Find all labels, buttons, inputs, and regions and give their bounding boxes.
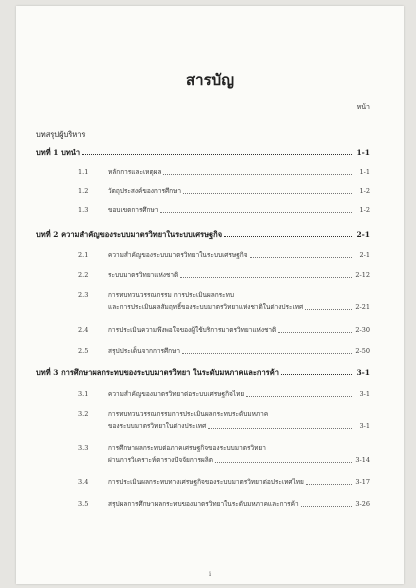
toc-entry-page: 2-1 <box>356 230 370 239</box>
section-number: 3.5 <box>78 500 89 508</box>
toc-entry-chapter-3[interactable] <box>16 368 404 377</box>
toc-entry-label: การประเมินผลกระทบทางเศรษฐกิจของระบบมาตรวิทยาต่อประเทศไทย <box>108 478 304 486</box>
dot-leader <box>163 173 352 175</box>
toc-entry-label: การทบทวนวรรณกรรม การประเมินผลกระทบ <box>108 291 235 299</box>
toc-entry-page: 2-50 <box>355 347 370 355</box>
toc-entry-page: 1-2 <box>359 187 370 195</box>
page-column-header: หน้า <box>356 103 370 111</box>
section-number: 1.2 <box>78 187 89 195</box>
dot-leader <box>224 235 352 237</box>
toc-entry-section-1-1[interactable] <box>16 168 404 177</box>
section-number: 2.5 <box>78 347 89 355</box>
toc-entry-section-2-3[interactable] <box>16 291 404 300</box>
toc-entry-page: 3-14 <box>355 456 370 464</box>
section-number: 2.2 <box>78 271 89 279</box>
toc-entry-label: การทบทวนวรรณกรรมการประเมินผลกระทบระดับมหภาค <box>108 410 269 418</box>
toc-entry-label: และการประเมินผลสัมฤทธิ์ของระบบมาตรวิทยาแห่งชาติในต่างประเทศ <box>108 303 304 311</box>
dot-leader <box>82 153 352 155</box>
section-number: 3.3 <box>78 444 89 452</box>
dot-leader <box>278 331 352 333</box>
toc-entry-section-2-5[interactable] <box>16 347 404 356</box>
toc-entry-section-3-3-cont[interactable] <box>16 456 404 465</box>
dot-leader <box>306 483 352 485</box>
document-page <box>16 6 404 584</box>
dot-leader <box>215 461 352 463</box>
toc-entry-section-3-2-cont[interactable] <box>16 422 404 431</box>
toc-entry-section-2-4[interactable] <box>16 326 404 335</box>
section-number: 2.1 <box>78 251 89 259</box>
toc-entry-section-3-5[interactable] <box>16 500 404 509</box>
toc-entry-label: บทสรุปผู้บริหาร <box>36 130 86 139</box>
toc-entry-section-2-1[interactable] <box>16 251 404 260</box>
toc-entry-chapter-2[interactable] <box>16 230 404 239</box>
toc-entry-page: 3-1 <box>356 368 370 377</box>
toc-entry-page: 2-30 <box>355 326 370 334</box>
toc-entry-label: ความสำคัญของมาตรวิทยาต่อระบบเศรษฐกิจไทย <box>108 390 245 398</box>
toc-entry-page: 2-21 <box>355 303 370 311</box>
section-number: 3.1 <box>78 390 89 398</box>
section-number: 2.3 <box>78 291 89 299</box>
dot-leader <box>180 276 352 278</box>
dot-leader <box>301 505 352 507</box>
toc-title: สารบัญ <box>186 71 234 89</box>
section-number: 3.2 <box>78 410 89 418</box>
toc-entry-page: 1-1 <box>359 168 370 176</box>
toc-entry-label: บทที่ 3 การศึกษาผลกระทบของระบบมาตรวิทยา ในระดับมหภาคและการค้า <box>36 368 279 377</box>
section-number: 1.1 <box>78 168 89 176</box>
toc-entry-label: บทที่ 2 ความสำคัญของระบบมาตรวิทยาในระบบเศรษฐกิจ <box>36 230 223 239</box>
toc-entry-page: 2-12 <box>355 271 370 279</box>
dot-leader <box>250 256 352 258</box>
section-number: 1.3 <box>78 206 89 214</box>
toc-entry-label: ระบบมาตรวิทยาแห่งชาติ <box>108 271 179 279</box>
toc-entry-label: การประเมินความพึงพอใจของผู้ใช้บริการมาตรวิทยาแห่งชาติ <box>108 326 277 334</box>
dot-leader <box>182 352 352 354</box>
toc-entry-section-3-4[interactable] <box>16 478 404 487</box>
section-number: 3.4 <box>78 478 89 486</box>
toc-entry-label: บทที่ 1 บทนำ <box>36 148 81 157</box>
toc-entry-page: 3-1 <box>359 422 370 430</box>
dot-leader <box>281 373 352 375</box>
page-number: i <box>208 570 212 578</box>
dot-leader <box>305 308 352 310</box>
toc-entry-section-3-1[interactable] <box>16 390 404 399</box>
toc-entry-section-2-2[interactable] <box>16 271 404 280</box>
toc-entry-label: สรุปประเด็นจากการศึกษา <box>108 347 181 355</box>
toc-entry-section-1-3[interactable] <box>16 206 404 215</box>
toc-entry-executive-summary[interactable] <box>16 130 404 139</box>
toc-entry-label: ขอบเขตการศึกษา <box>108 206 159 214</box>
toc-entry-label: ความสำคัญของระบบมาตรวิทยาในระบบเศรษฐกิจ <box>108 251 248 259</box>
dot-leader <box>246 395 352 397</box>
dot-leader <box>160 211 352 213</box>
toc-entry-page: 1-1 <box>356 148 370 157</box>
toc-entry-label: สรุปผลการศึกษาผลกระทบของมาตรวิทยาในระดับมหภาคและการค้า <box>108 500 299 508</box>
toc-entry-page: 1-2 <box>359 206 370 214</box>
section-number: 2.4 <box>78 326 89 334</box>
toc-entry-section-3-3[interactable] <box>16 444 404 453</box>
toc-entry-label: ผ่านการวิเคราะห์ตารางปัจจัยการผลิต <box>108 456 213 464</box>
toc-entry-label: ของระบบมาตรวิทยาในต่างประเทศ <box>108 422 207 430</box>
toc-entry-page: 2-1 <box>359 251 370 259</box>
toc-entry-page: 3-17 <box>355 478 370 486</box>
toc-entry-label: การศึกษาผลกระทบต่อภาคเศรษฐกิจของระบบมาตรวิทยา <box>108 444 266 452</box>
toc-entry-section-2-3-cont[interactable] <box>16 303 404 312</box>
toc-entry-page: 3-1 <box>359 390 370 398</box>
toc-entry-label: วัตถุประสงค์ของการศึกษา <box>108 187 181 195</box>
toc-entry-label: หลักการและเหตุผล <box>108 168 162 176</box>
toc-entry-section-3-2[interactable] <box>16 410 404 419</box>
toc-entry-section-1-2[interactable] <box>16 187 404 196</box>
toc-entry-chapter-1[interactable] <box>16 148 404 157</box>
toc-entry-page: 3-26 <box>355 500 370 508</box>
dot-leader <box>183 192 352 194</box>
dot-leader <box>208 427 352 429</box>
